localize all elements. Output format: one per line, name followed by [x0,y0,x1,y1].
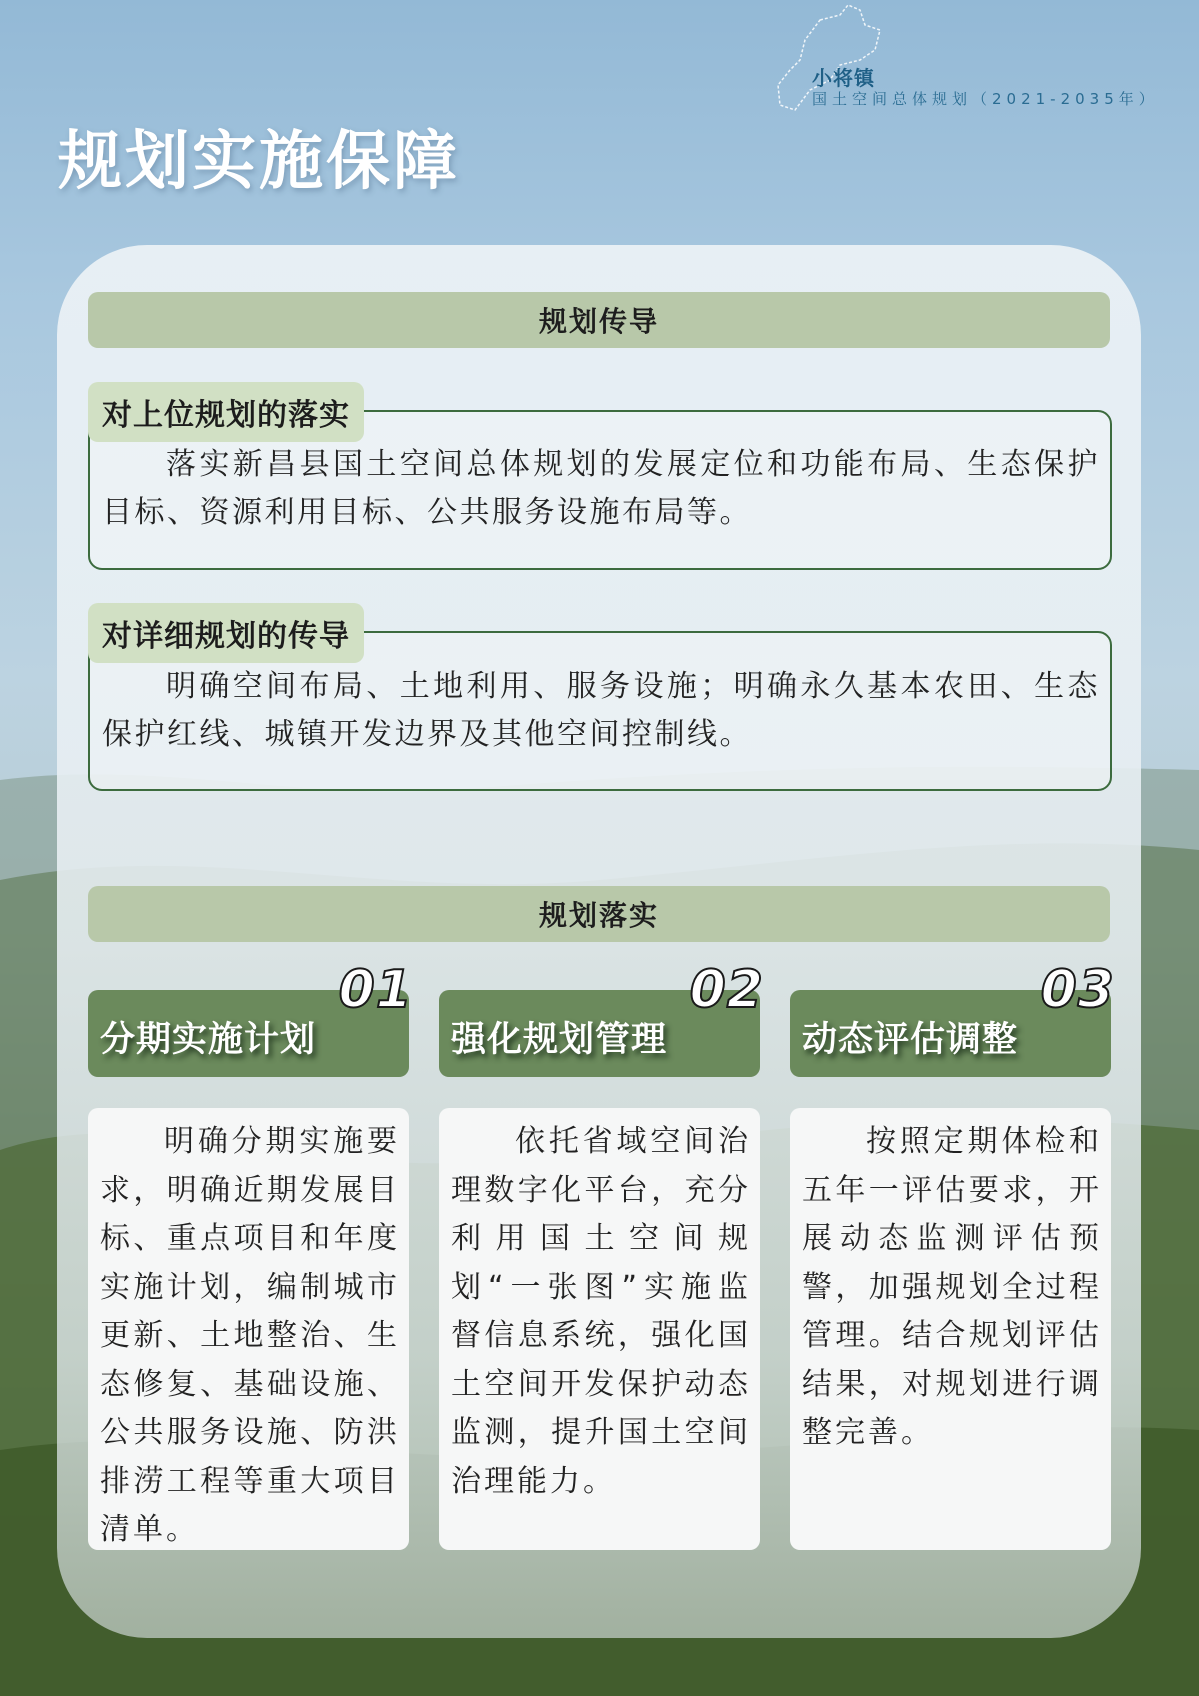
column-card-evaluation [790,1108,1111,1550]
section-title-guidance: 规划传导 [88,292,1110,348]
guidance-label-upper: 对上位规划的落实 [88,382,364,442]
column-number: 03 [1040,960,1115,1020]
column-heading: 强化规划管理 [451,1020,668,1060]
column-text: 按照定期体检和五年一评估要求，开展动态监测评估预警，加强规划全过程管理。结合规划评估结果，对规划进行调整完善。 [802,1124,1102,1450]
column-head-management [439,960,764,1077]
column-head-evaluation [790,960,1115,1077]
guidance-label-detail: 对详细规划的传导 [88,603,364,663]
column-text: 明确分期实施要求，明确近期发展目标、重点项目和年度实施计划，编制城市更新、土地整治、生态修复、基础设施、公共服务设施、防洪排涝工程等重大项目清单。 [100,1124,400,1547]
column-number: 02 [689,960,764,1020]
guidance-text-upper: 落实新昌县国土空间总体规划的发展定位和功能布局、生态保护目标、资源利用目标、公共服务设施布局等。 [102,447,1100,530]
header-plan-subtitle: 国土空间总体规划（2021-2035年） [812,90,1159,108]
column-text: 依托省域空间治理数字化平台，充分利用国土空间规划“一张图”实施监督信息系统，强化国土空间开发保护动态监测，提升国土空间治理能力。 [451,1124,751,1499]
guidance-text-detail: 明确空间布局、土地利用、服务设施；明确永久基本农田、生态保护红线、城镇开发边界及其他空间控制线。 [102,669,1100,752]
column-number: 01 [338,960,413,1020]
page-title: 规划实施保障 [58,125,460,199]
section-title-implementation: 规划落实 [88,886,1110,942]
column-head-phased-plan [88,960,413,1077]
column-heading: 分期实施计划 [100,1020,317,1060]
header-town-name: 小将镇 [812,66,875,90]
column-heading: 动态评估调整 [802,1020,1019,1060]
column-card-phased-plan [88,1108,409,1550]
column-card-management [439,1108,760,1550]
